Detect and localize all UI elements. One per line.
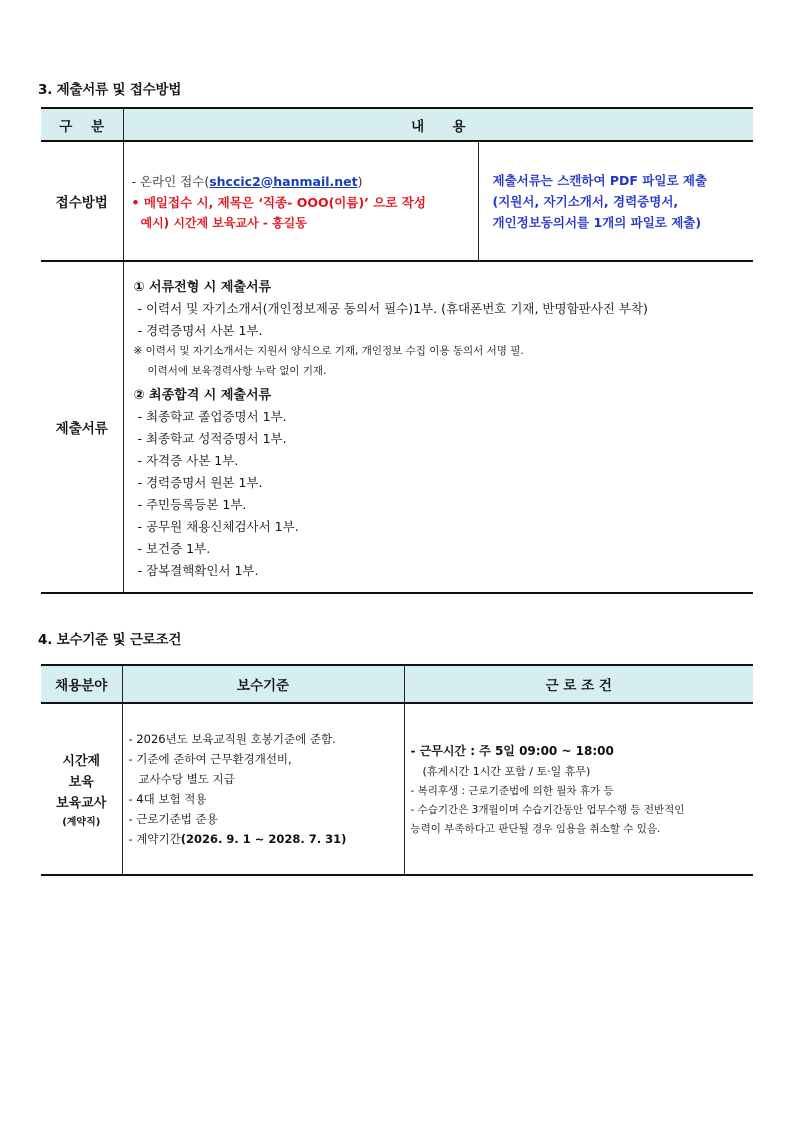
mail-rule: • 메일접수 시, 제목은 ‘직종- OOO(이름)’ 으로 작성 [131,194,426,210]
documents-note-1: ※ 이력서 및 자기소개서는 지원서 양식으로 기재, 개인정보 수집 이용 동의서 서명 필. [133,344,524,357]
stage2-title: ② 최종합격 시 제출서류 [133,387,272,403]
document-item: - 최종학교 성적증명서 1부. [137,430,287,446]
email-link[interactable]: shccic2@hanmail.net [209,173,358,189]
document-item: - 경력증명서 사본 1부. [137,322,263,338]
header-conditions: 근 로 조 건 [404,665,753,703]
compensation-table [41,664,753,876]
reception-label: 접수방법 [41,141,123,261]
mail-example: 예시) 시간제 보육교사 - 홍길동 [140,215,307,230]
header-field: 채용분야 [41,665,122,703]
document-item: - 보건증 1부. [137,540,211,556]
contract-period: (2026. 9. 1 ~ 2028. 7. 31) [180,832,347,846]
header-pay: 보수기준 [122,665,404,703]
document-item: - 이력서 및 자기소개서(개인정보제공 동의서 필수)1부. (휴대폰번호 기재, 반명함판사진 부착) [137,300,648,316]
documents-details [123,261,753,593]
document-item: - 최종학교 졸업증명서 1부. [137,408,287,424]
section-3-title: 3. 제출서류 및 접수방법 [38,82,182,98]
document-item: - 공무원 채용신체검사서 1부. [137,518,299,534]
online-reception: - 온라인 접수(shccic2@hanmail.net) [131,173,363,189]
header-content: 내 용 [123,108,753,141]
submission-table [41,107,753,594]
reception-note: 제출서류는 스캔하여 PDF 파일로 제출 (지원서, 자기소개서, 경력증명서, 개인정보동의서를 1개의 파일로 제출) [478,141,753,261]
document-item: - 주민등록등본 1부. [137,496,247,512]
pay-cell: - 2026년도 보육교직원 호봉기준에 준함. - 기준에 준하여 근무환경개선비, 교사수당 별도 지급 - 4대 보험 적용 - 근로기준법 준용 - 계약기간(2026. 9. 1 ~ 2028. 7. 31) [122,703,404,875]
stage1-list [134,299,754,339]
document-item: - 잠복결핵확인서 1부. [137,562,259,578]
document-item: - 자격증 사본 1부. [137,452,239,468]
documents-note-2: 이력서에 보육경력사항 누락 없이 기재. [147,364,327,377]
documents-label: 제출서류 [41,261,123,593]
conditions-cell: - 근무시간 : 주 5일 09:00 ~ 18:00 (휴게시간 1시간 포함 / 토·일 휴무) - 복리후생 : 근로기준법에 의한 월차 휴가 등 - 수습기간은 3개월이며 수습기간동안 업무수행 등 전반적인 능력이 부족하다고 판단될 경우 임용을 취소할 수 있음. [404,703,753,875]
field-cell: 시간제 보육 보육교사 (계약직) [41,703,122,875]
document-item: - 경력증명서 원본 1부. [137,474,263,490]
stage2-list [134,407,754,579]
stage1-title: ① 서류전형 시 제출서류 [133,279,272,295]
reception-details [123,141,478,261]
section-4-title: 4. 보수기준 및 근로조건 [38,632,182,648]
header-category: 구 분 [41,108,123,141]
